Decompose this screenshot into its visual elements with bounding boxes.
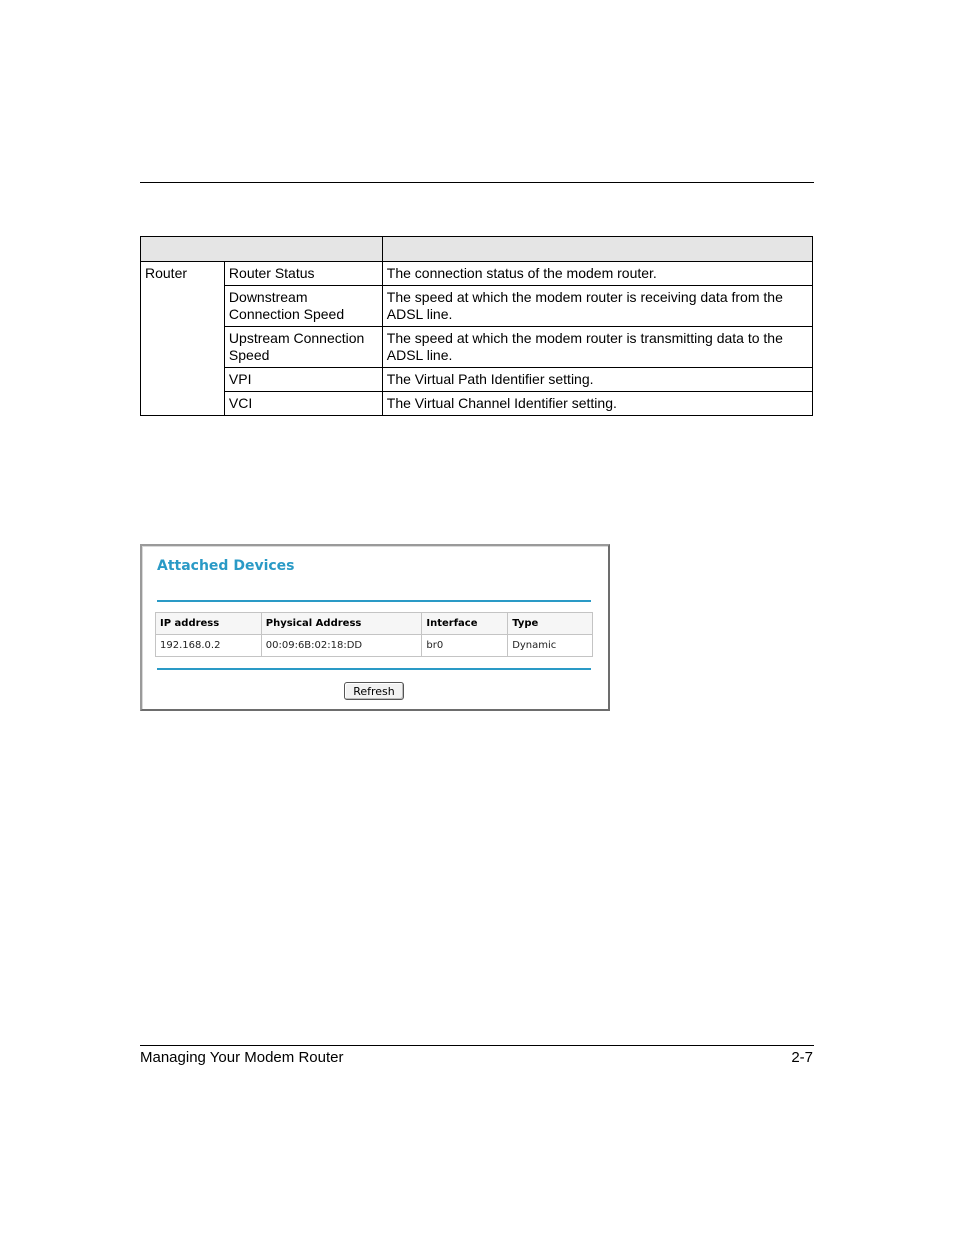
header-rule bbox=[140, 182, 814, 183]
table-divider bbox=[157, 668, 591, 670]
table-description-cell: The speed at which the modem router is receiving data from the ADSL line. bbox=[382, 286, 812, 327]
table-item-cell: Router Status bbox=[224, 262, 382, 286]
title-divider bbox=[157, 600, 591, 602]
table-description-cell: The Virtual Channel Identifier setting. bbox=[382, 392, 812, 416]
table-row bbox=[141, 262, 813, 286]
cell-physical-address: 00:09:6B:02:18:DD bbox=[261, 635, 422, 657]
table-item-cell: Upstream Connection Speed bbox=[224, 327, 382, 368]
table-row bbox=[141, 327, 813, 368]
table-header-cell-description bbox=[382, 237, 812, 262]
column-header-type: Type bbox=[508, 613, 593, 635]
column-header-physical-address: Physical Address bbox=[261, 613, 422, 635]
cell-ip-address: 192.168.0.2 bbox=[156, 635, 262, 657]
table-group-cell: Router bbox=[141, 262, 225, 416]
footer-rule bbox=[140, 1045, 814, 1046]
table-header-cell-item bbox=[141, 237, 383, 262]
table-item-cell: Downstream Connection Speed bbox=[224, 286, 382, 327]
table-row bbox=[141, 286, 813, 327]
page-number: 2-7 bbox=[791, 1049, 813, 1066]
attached-devices-title: Attached Devices bbox=[157, 558, 295, 574]
status-fields-table bbox=[140, 236, 813, 416]
table-header-row bbox=[141, 237, 813, 262]
table-item-cell: VPI bbox=[224, 368, 382, 392]
footer-title: Managing Your Modem Router bbox=[140, 1049, 344, 1066]
table-row bbox=[141, 392, 813, 416]
table-description-cell: The connection status of the modem router. bbox=[382, 262, 812, 286]
table-item-cell: VCI bbox=[224, 392, 382, 416]
refresh-button[interactable]: Refresh bbox=[344, 682, 404, 700]
table-description-cell: The speed at which the modem router is transmitting data to the ADSL line. bbox=[382, 327, 812, 368]
devices-header-row bbox=[156, 613, 593, 635]
column-header-ip-address: IP address bbox=[156, 613, 262, 635]
table-row bbox=[141, 368, 813, 392]
column-header-interface: Interface bbox=[422, 613, 508, 635]
table-row bbox=[156, 635, 593, 657]
cell-interface: br0 bbox=[422, 635, 508, 657]
cell-type: Dynamic bbox=[508, 635, 593, 657]
table-description-cell: The Virtual Path Identifier setting. bbox=[382, 368, 812, 392]
attached-devices-table bbox=[155, 612, 593, 657]
attached-devices-screenshot bbox=[140, 544, 610, 711]
